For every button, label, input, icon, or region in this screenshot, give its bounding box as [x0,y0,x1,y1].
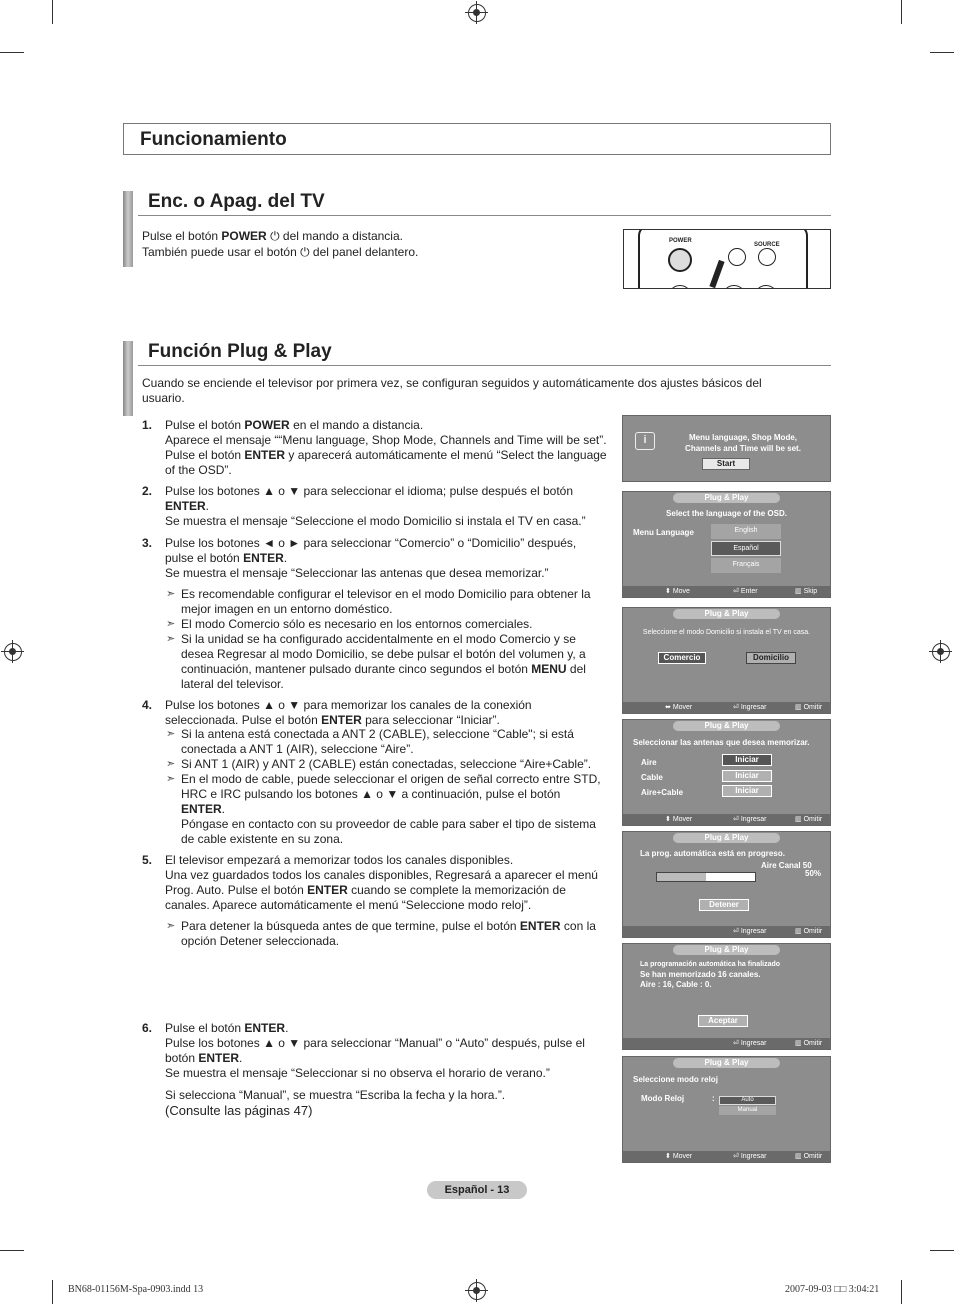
note: ➣ Si la unidad se ha configurado accidentalmente en el modo Comercio y se desea Regresar al modo Domicilio, se debe pulsar el botón del volumen y, a continuación, mantener pulsado durante cinco segundos el botón MENU del lateral del televisor. [181,632,601,692]
skip-hint: ▥ Omitir [795,928,823,935]
clock-option-manual[interactable]: Manual [719,1106,776,1115]
menu-language-label: Menu Language [633,528,694,537]
crop-mark [52,1280,53,1304]
antenna-label: Aire+Cable [641,788,684,797]
step-2-text: Pulse los botones ▲ o ▼ para seleccionar el idioma; pulse después el botón ENTER. Se muestra el mensaje “Seleccione el modo Domicilio si instala el TV en casa.” [165,484,586,528]
channel-readout: Aire Canal 50 [761,861,812,870]
iniciar-aire-button[interactable]: Iniciar [722,754,772,766]
power-text-line1: Pulse el botón POWER ⏻ del mando a distancia. [142,229,403,243]
osd-clock-screen [622,1056,831,1163]
osd-message: Seleccione el modo Domicilio si instala el TV en casa. [642,629,811,636]
section-divider [138,215,831,216]
registration-mark-icon [932,643,950,661]
osd-message: Select the language of the OSD. [666,509,787,518]
start-button[interactable]: Start [702,458,750,470]
osd-title: Plug & Play [673,945,780,955]
registration-mark-icon [4,643,22,661]
skip-hint: ▥ Omitir [795,704,823,711]
osd-finished-screen [622,943,831,1050]
remote-source-label: SOURCE [754,242,780,248]
antenna-label: Cable [641,773,663,782]
aceptar-button[interactable]: Aceptar [698,1015,748,1027]
skip-hint: ▥ Omitir [795,816,823,823]
osd-footer [623,926,830,937]
osd-message: Seleccionar las antenas que desea memorizar. [633,738,810,747]
crop-mark [901,1280,902,1304]
progress-fill [657,873,706,881]
progress-percent: 50% [805,869,822,878]
osd-title: Plug & Play [673,493,780,503]
power-button-icon [668,248,692,272]
move-hint: ⬍ Mover [665,1153,693,1160]
note: ➣ Para detener la búsqueda antes de que termine, pulse el botón ENTER con la opción Detener seleccionada. [181,919,601,949]
page-number-badge: Español - 13 [427,1181,527,1199]
crop-mark [901,0,902,24]
info-icon: i [635,432,655,450]
move-hint: ⬍ Mover [665,816,693,823]
note: ➣ Si la antena está conectada a ANT 2 (CABLE), seleccione “Cable"; si está conectada a ANT 1 (AIR), seleccione “Aire”. [181,727,601,757]
osd-message: La programación automática ha finalizado [640,961,781,968]
step-4-text: Pulse los botones ▲ o ▼ para memorizar los canales de la conexión seleccionada. Pulse el botón ENTER para seleccionar “Iniciar”. [165,698,532,727]
iniciar-airecable-button[interactable]: Iniciar [722,785,772,797]
bulb-button-icon [728,248,746,266]
section-bar [123,341,133,416]
section-divider [138,365,831,366]
osd-title: Plug & Play [673,609,780,619]
section-title-power: Enc. o Apag. del TV [148,191,325,212]
osd-title: Plug & Play [673,1058,780,1068]
crop-mark [930,1250,954,1251]
step-number: 2. [142,484,153,498]
detener-button[interactable]: Detener [699,899,749,911]
osd-footer [623,814,830,825]
step-number: 3. [142,536,153,550]
header-box [123,123,831,155]
language-option-espanol[interactable]: Español [711,541,781,556]
osd-message: Menu language, Shop Mode, [689,433,797,442]
section-title-plugplay: Función Plug & Play [148,341,332,362]
note: ➣ El modo Comercio sólo es necesario en los entornos comerciales. [181,617,601,632]
language-option-francais[interactable]: Français [711,558,781,573]
osd-message: Aire : 16, Cable : 0. [640,980,712,989]
osd-language-screen [622,491,831,598]
remote-power-label: POWER [669,238,692,244]
plugplay-intro: Cuando se enciende el televisor por primera vez, se configuran seguidos y automáticamente dos ajustes básicos del usuario. [142,376,762,405]
skip-hint: ▥ Skip [795,588,818,595]
enter-hint: ⏎ Enter [733,588,758,595]
language-option-english[interactable]: English [711,524,781,539]
remote-body [638,229,808,289]
step-6-text: Pulse el botón ENTER. Pulse los botones ▲ o ▼ para seleccionar “Manual” o “Auto” después, pulse el botón ENTER. Se muestra el mensaje “Seleccionar si no observa el horario de verano.” Si selecciona “Manual”, se muestra “Escriba la fecha y la hora.”. (Consulte las páginas 47) [165,1021,585,1118]
iniciar-cable-button[interactable]: Iniciar [722,770,772,782]
skip-hint: ▥ Omitir [795,1153,823,1160]
step-number: 6. [142,1021,153,1035]
step-number: 5. [142,853,153,867]
osd-message: Se han memorizado 16 canales. [640,970,761,979]
osd-footer [623,1038,830,1049]
antenna-label: Aire [641,758,657,767]
crop-mark [930,52,954,53]
step-5-text: El televisor empezará a memorizar todos los canales disponibles. Una vez guardados todos los canales disponibles, Regresará a aparecer el menú Prog. Auto. Pulse el botón ENTER cuando se complete la memorización de canales. Aparece automáticamente el menú “Seleccione modo reloj”. [165,853,598,912]
comercio-button[interactable]: Comercio [658,652,706,664]
osd-message: Channels and Time will be set. [685,444,801,453]
osd-footer [623,586,830,597]
enter-hint: ⏎ Ingresar [733,704,767,711]
domicilio-button[interactable]: Domicilio [746,652,796,664]
remote-illustration [623,229,831,289]
registration-mark-icon [468,4,486,22]
osd-mode-screen [622,607,831,714]
crop-mark [52,0,53,24]
step-3-text: Pulse los botones ◄ o ► para seleccionar “Comercio” o “Domicilio” después, pulse el botón ENTER. Se muestra el mensaje “Seleccionar las antenas que desea memorizar.” [165,536,577,580]
crop-mark [0,1250,24,1251]
osd-title: Plug & Play [673,721,780,731]
clock-mode-label: Modo Reloj [641,1094,685,1103]
date-info: 2007-09-03 □□ 3:04:21 [785,1284,880,1295]
crop-mark [0,52,24,53]
enter-hint: ⏎ Ingresar [733,1153,767,1160]
osd-message: La prog. automática está en progreso. [640,849,785,858]
clock-option-auto[interactable]: Auto [719,1096,776,1105]
osd-footer [623,702,830,713]
move-hint: ⬍ Move [665,588,690,595]
clock-mode-colon: : [712,1094,715,1103]
source-button-icon [758,248,776,266]
step-1-text: Pulse el botón POWER en el mando a distancia. Aparece el mensaje ““Menu language, Shop Mode, Channels and Time will be set”. Pulse el botón ENTER y aparecerá automáticamente el menú “Select the language of the OSD”. [165,418,607,477]
enter-hint: ⏎ Ingresar [733,1040,767,1047]
osd-footer [623,1151,830,1162]
osd-antenna-screen [622,719,831,826]
note: ➣ En el modo de cable, puede seleccionar el origen de señal correcto entre STD, HRC e IRC pulsando los botones ▲ o ▼ a continuación, pulse el botón ENTER. Póngase en contacto con su proveedor de cable para saber el tipo de sistema de cable existente en su zona. [181,772,601,847]
section-bar [123,191,133,267]
osd-message: Seleccione modo reloj [633,1075,718,1084]
enter-hint: ⏎ Ingresar [733,928,767,935]
power-text-line2: También puede usar el botón ⏻ del panel delantero. [142,245,419,259]
osd-progress-screen [622,831,831,938]
page-title: Funcionamiento [140,129,287,150]
file-info: BN68-01156M-Spa-0903.indd 13 [68,1284,204,1295]
step-number: 4. [142,698,153,712]
enter-hint: ⏎ Ingresar [733,816,767,823]
registration-mark-icon [468,1282,486,1300]
step-number: 1. [142,418,153,432]
note: ➣ Es recomendable configurar el televisor en el modo Domicilio para obtener la mejor imagen en un entorno doméstico. [181,587,601,617]
note: ➣ Si ANT 1 (AIR) y ANT 2 (CABLE) están conectadas, seleccione “Aire+Cable”. [181,757,601,772]
progress-bar [656,872,756,882]
osd-title: Plug & Play [673,833,780,843]
move-hint: ⬌ Mover [665,704,693,711]
osd-start-screen [622,415,831,482]
skip-hint: ▥ Omitir [795,1040,823,1047]
